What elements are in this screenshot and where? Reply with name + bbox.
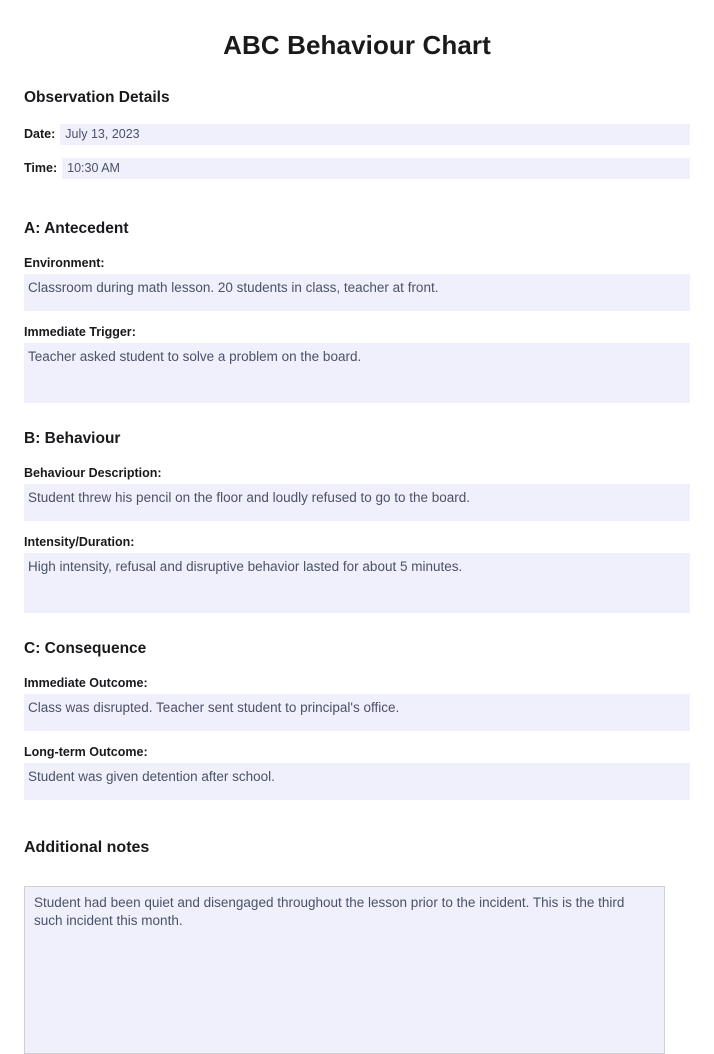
behaviour-description-label: Behaviour Description: xyxy=(24,466,162,480)
section-heading-observation-details: Observation Details xyxy=(24,89,170,106)
long-term-outcome-label: Long-term Outcome: xyxy=(24,745,148,759)
time-input[interactable]: 10:30 AM xyxy=(62,158,690,179)
date-input[interactable]: July 13, 2023 xyxy=(60,124,690,145)
field-group-long-term-outcome xyxy=(24,744,690,800)
immediate-trigger-input[interactable]: Teacher asked student to solve a problem on the board. xyxy=(24,343,690,403)
section-heading-behaviour: B: Behaviour xyxy=(24,430,121,447)
long-term-outcome-input[interactable]: Student was given detention after school. xyxy=(24,763,690,800)
field-row-time xyxy=(24,158,690,179)
field-row-date xyxy=(24,124,690,145)
date-label: Date: xyxy=(24,127,56,141)
section-heading-additional-notes: Additional notes xyxy=(24,839,150,856)
immediate-outcome-label: Immediate Outcome: xyxy=(24,676,148,690)
behaviour-description-input[interactable]: Student threw his pencil on the floor and loudly refused to go to the board. xyxy=(24,484,690,521)
intensity-duration-input[interactable]: High intensity, refusal and disruptive behavior lasted for about 5 minutes. xyxy=(24,553,690,613)
environment-input[interactable]: Classroom during math lesson. 20 students in class, teacher at front. xyxy=(24,274,690,311)
section-heading-consequence: C: Consequence xyxy=(24,640,147,657)
environment-label: Environment: xyxy=(24,256,105,270)
intensity-duration-label: Intensity/Duration: xyxy=(24,535,135,549)
immediate-trigger-label: Immediate Trigger: xyxy=(24,325,136,339)
field-group-intensity-duration xyxy=(24,534,690,613)
field-group-environment xyxy=(24,255,690,311)
additional-notes-textarea[interactable] xyxy=(24,886,665,1054)
field-group-immediate-outcome xyxy=(24,675,690,731)
time-label: Time: xyxy=(24,161,58,175)
page-title: ABC Behaviour Chart xyxy=(223,30,491,60)
immediate-outcome-input[interactable]: Class was disrupted. Teacher sent student to principal's office. xyxy=(24,694,690,731)
section-heading-antecedent: A: Antecedent xyxy=(24,220,129,237)
field-group-behaviour-description xyxy=(24,465,690,521)
field-group-immediate-trigger xyxy=(24,324,690,403)
